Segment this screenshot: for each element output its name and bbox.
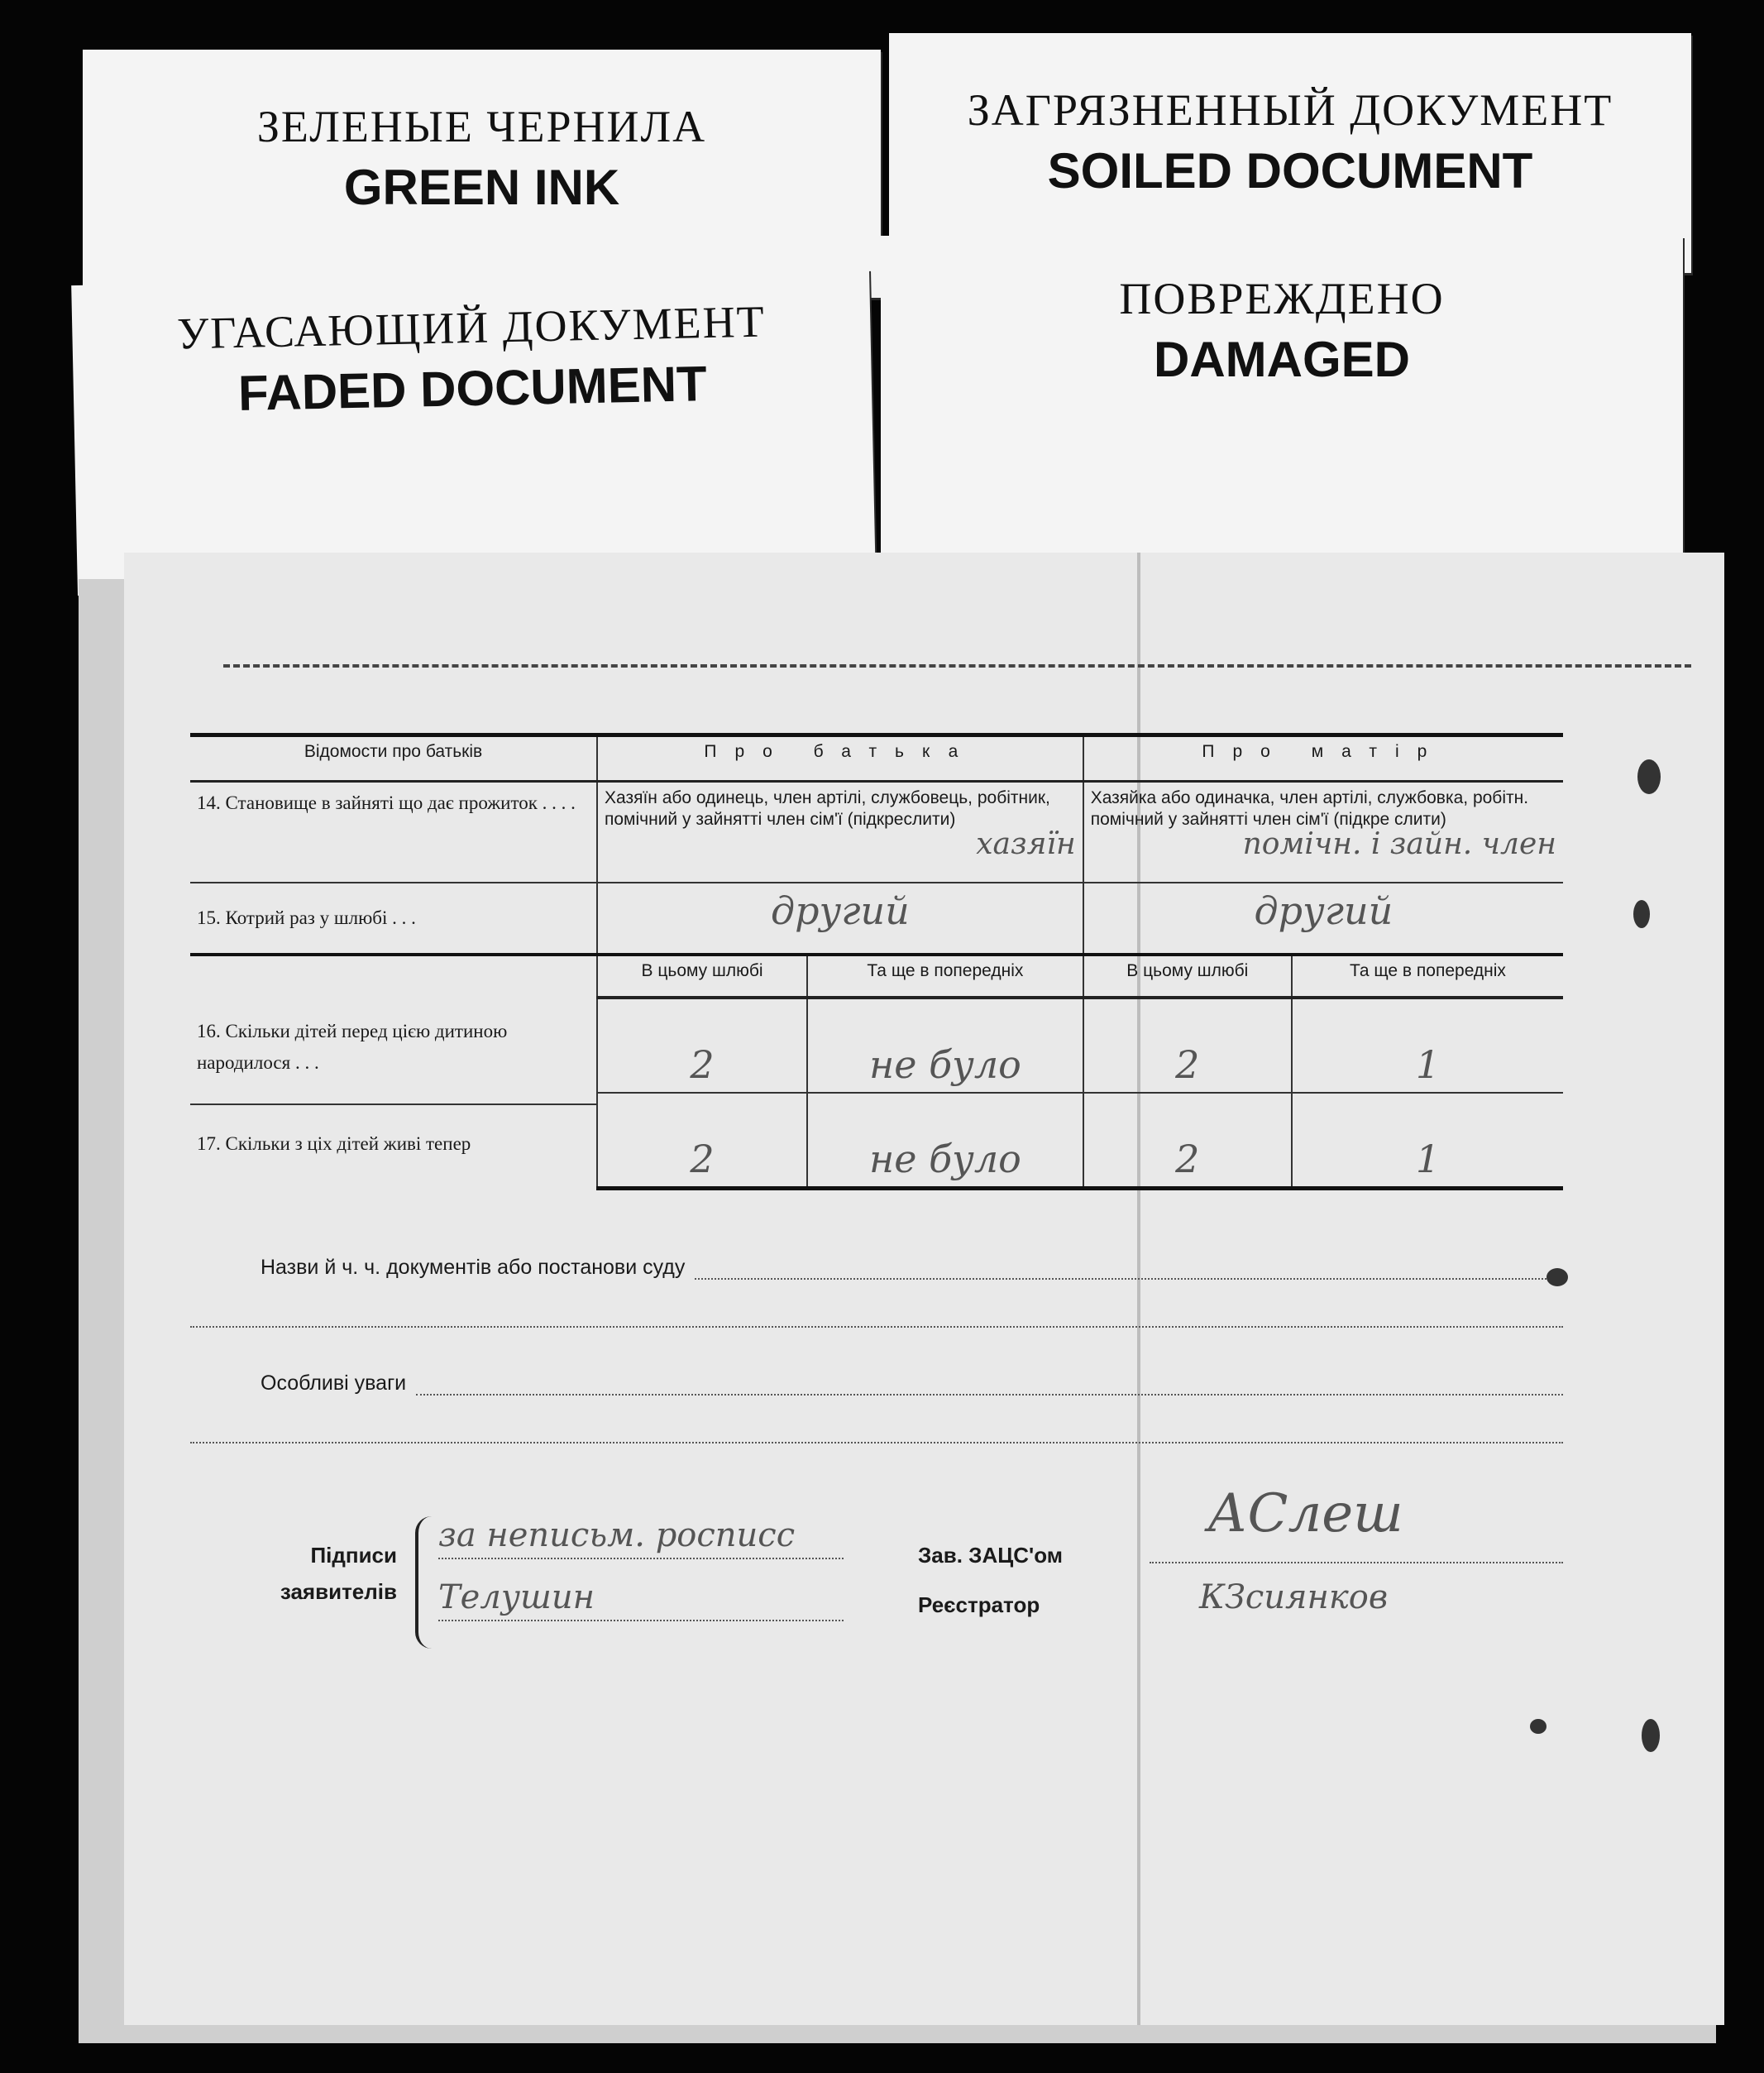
q15-label: 15. Котрий раз у шлюбі . . . — [190, 883, 597, 955]
subhead-mother-this: В цьому шлюбі — [1083, 955, 1292, 998]
label-soiled-en: SOILED DOCUMENT — [1047, 143, 1533, 199]
q17-mother-this: 2 — [1083, 1093, 1292, 1189]
subhead-father-this: В цьому шлюбі — [597, 955, 807, 998]
label-soiled-ru: ЗАГРЯЗНЕННЫЙ ДОКУМЕНТ — [967, 85, 1613, 135]
header-parents-info: Відомости про батьків — [190, 735, 597, 782]
q14-mother-options: Хазяйка або одиначка, член артілі, службовка, робітн. помічний у зайнятті член сім'ї (підкре слити) — [1090, 788, 1529, 829]
label-green-ink-ru: ЗЕЛЕНЫЕ ЧЕРНИЛА — [256, 102, 707, 151]
header-mother: Про матір — [1083, 735, 1563, 782]
parents-info-table — [190, 733, 1563, 1190]
header-father: Про батька — [597, 735, 1083, 782]
head-zags-signature: АСлеш — [1207, 1483, 1403, 1544]
docs-label: Назви й ч. ч. документів або постанови суду — [261, 1256, 686, 1279]
label-green-ink — [83, 50, 881, 298]
label-damaged-en: DAMAGED — [1154, 332, 1410, 387]
head-zags-sig-line — [1150, 1562, 1563, 1563]
notes-field-line-2 — [190, 1442, 1563, 1443]
applicant-sig-line-1 — [438, 1558, 844, 1559]
q16-father-prev: не було — [807, 998, 1083, 1093]
applicant-signature-1: за неписьм. росписс — [438, 1516, 796, 1554]
q16-label: 16. Скільки дітей перед цією дитиною народилося . . . — [190, 956, 596, 1105]
q16-mother-prev: 1 — [1292, 998, 1563, 1093]
q17-father-this: 2 — [597, 1093, 807, 1189]
docs-row — [190, 1256, 1563, 1280]
q17-label: 17. Скільки з ціх дітей живі тепер — [197, 1133, 471, 1154]
docs-field-line-2 — [190, 1326, 1563, 1328]
q14-mother-hand: помічн. і зайн. член — [1242, 827, 1556, 861]
q17-mother-prev: 1 — [1292, 1093, 1563, 1189]
sig-label-2: заявителів — [280, 1579, 397, 1604]
head-zags-label: Зав. ЗАЦС'ом — [918, 1543, 1063, 1568]
q17-father-prev: не було — [807, 1093, 1083, 1189]
applicants-signatures-label — [223, 1537, 397, 1610]
q14-father-cell — [597, 782, 1083, 883]
applicant-sig-line-2 — [438, 1620, 844, 1621]
label-faded-ru: УГАСАЮЩИЙ ДОКУМЕНТ — [176, 296, 767, 359]
registrar-labels — [918, 1537, 1116, 1623]
registrar-signature: КЗсиянков — [1199, 1578, 1389, 1616]
q16-father-this: 2 — [597, 998, 807, 1093]
sig-label-1: Підписи — [310, 1543, 397, 1568]
notes-label: Особливі уваги — [261, 1372, 407, 1395]
notes-field — [416, 1376, 1563, 1396]
q14-mother-cell — [1083, 782, 1563, 883]
q16-mother-this: 2 — [1083, 998, 1292, 1093]
label-damaged — [881, 236, 1683, 575]
docs-field — [695, 1260, 1563, 1280]
q14-label: 14. Становище в зайняті що дає прожиток . . . . — [190, 782, 597, 883]
perforation-line — [223, 664, 1691, 668]
applicant-signature-2: Телушин — [438, 1578, 595, 1616]
q15-mother-hand: другий — [1254, 888, 1394, 933]
label-faded-document — [71, 269, 876, 596]
damage-hole — [1637, 759, 1661, 794]
registry-form — [124, 553, 1724, 2025]
q15-father-hand: другий — [597, 883, 1083, 955]
label-damaged-ru: ПОВРЕЖДЕНО — [1119, 274, 1445, 323]
label-faded-en: FADED DOCUMENT — [237, 356, 708, 421]
damage-hole — [1530, 1719, 1546, 1734]
damage-hole — [1633, 900, 1650, 928]
label-green-ink-en: GREEN INK — [343, 160, 620, 215]
registrar-label: Реєстратор — [918, 1592, 1040, 1617]
q16-q17-labels — [190, 955, 597, 1189]
subhead-father-prev: Та ще в попередніх — [807, 955, 1083, 998]
damage-hole — [1546, 1268, 1568, 1286]
q14-father-options: Хазяїн або одинець, член артілі, службовець, робітник, помічний у зайнятті член сім'ї (підкреслити) — [605, 788, 1050, 829]
q14-father-hand: хазяїн — [976, 827, 1076, 861]
damage-hole — [1642, 1719, 1660, 1752]
notes-row — [190, 1372, 1563, 1396]
subhead-mother-prev: Та ще в попередніх — [1292, 955, 1563, 998]
